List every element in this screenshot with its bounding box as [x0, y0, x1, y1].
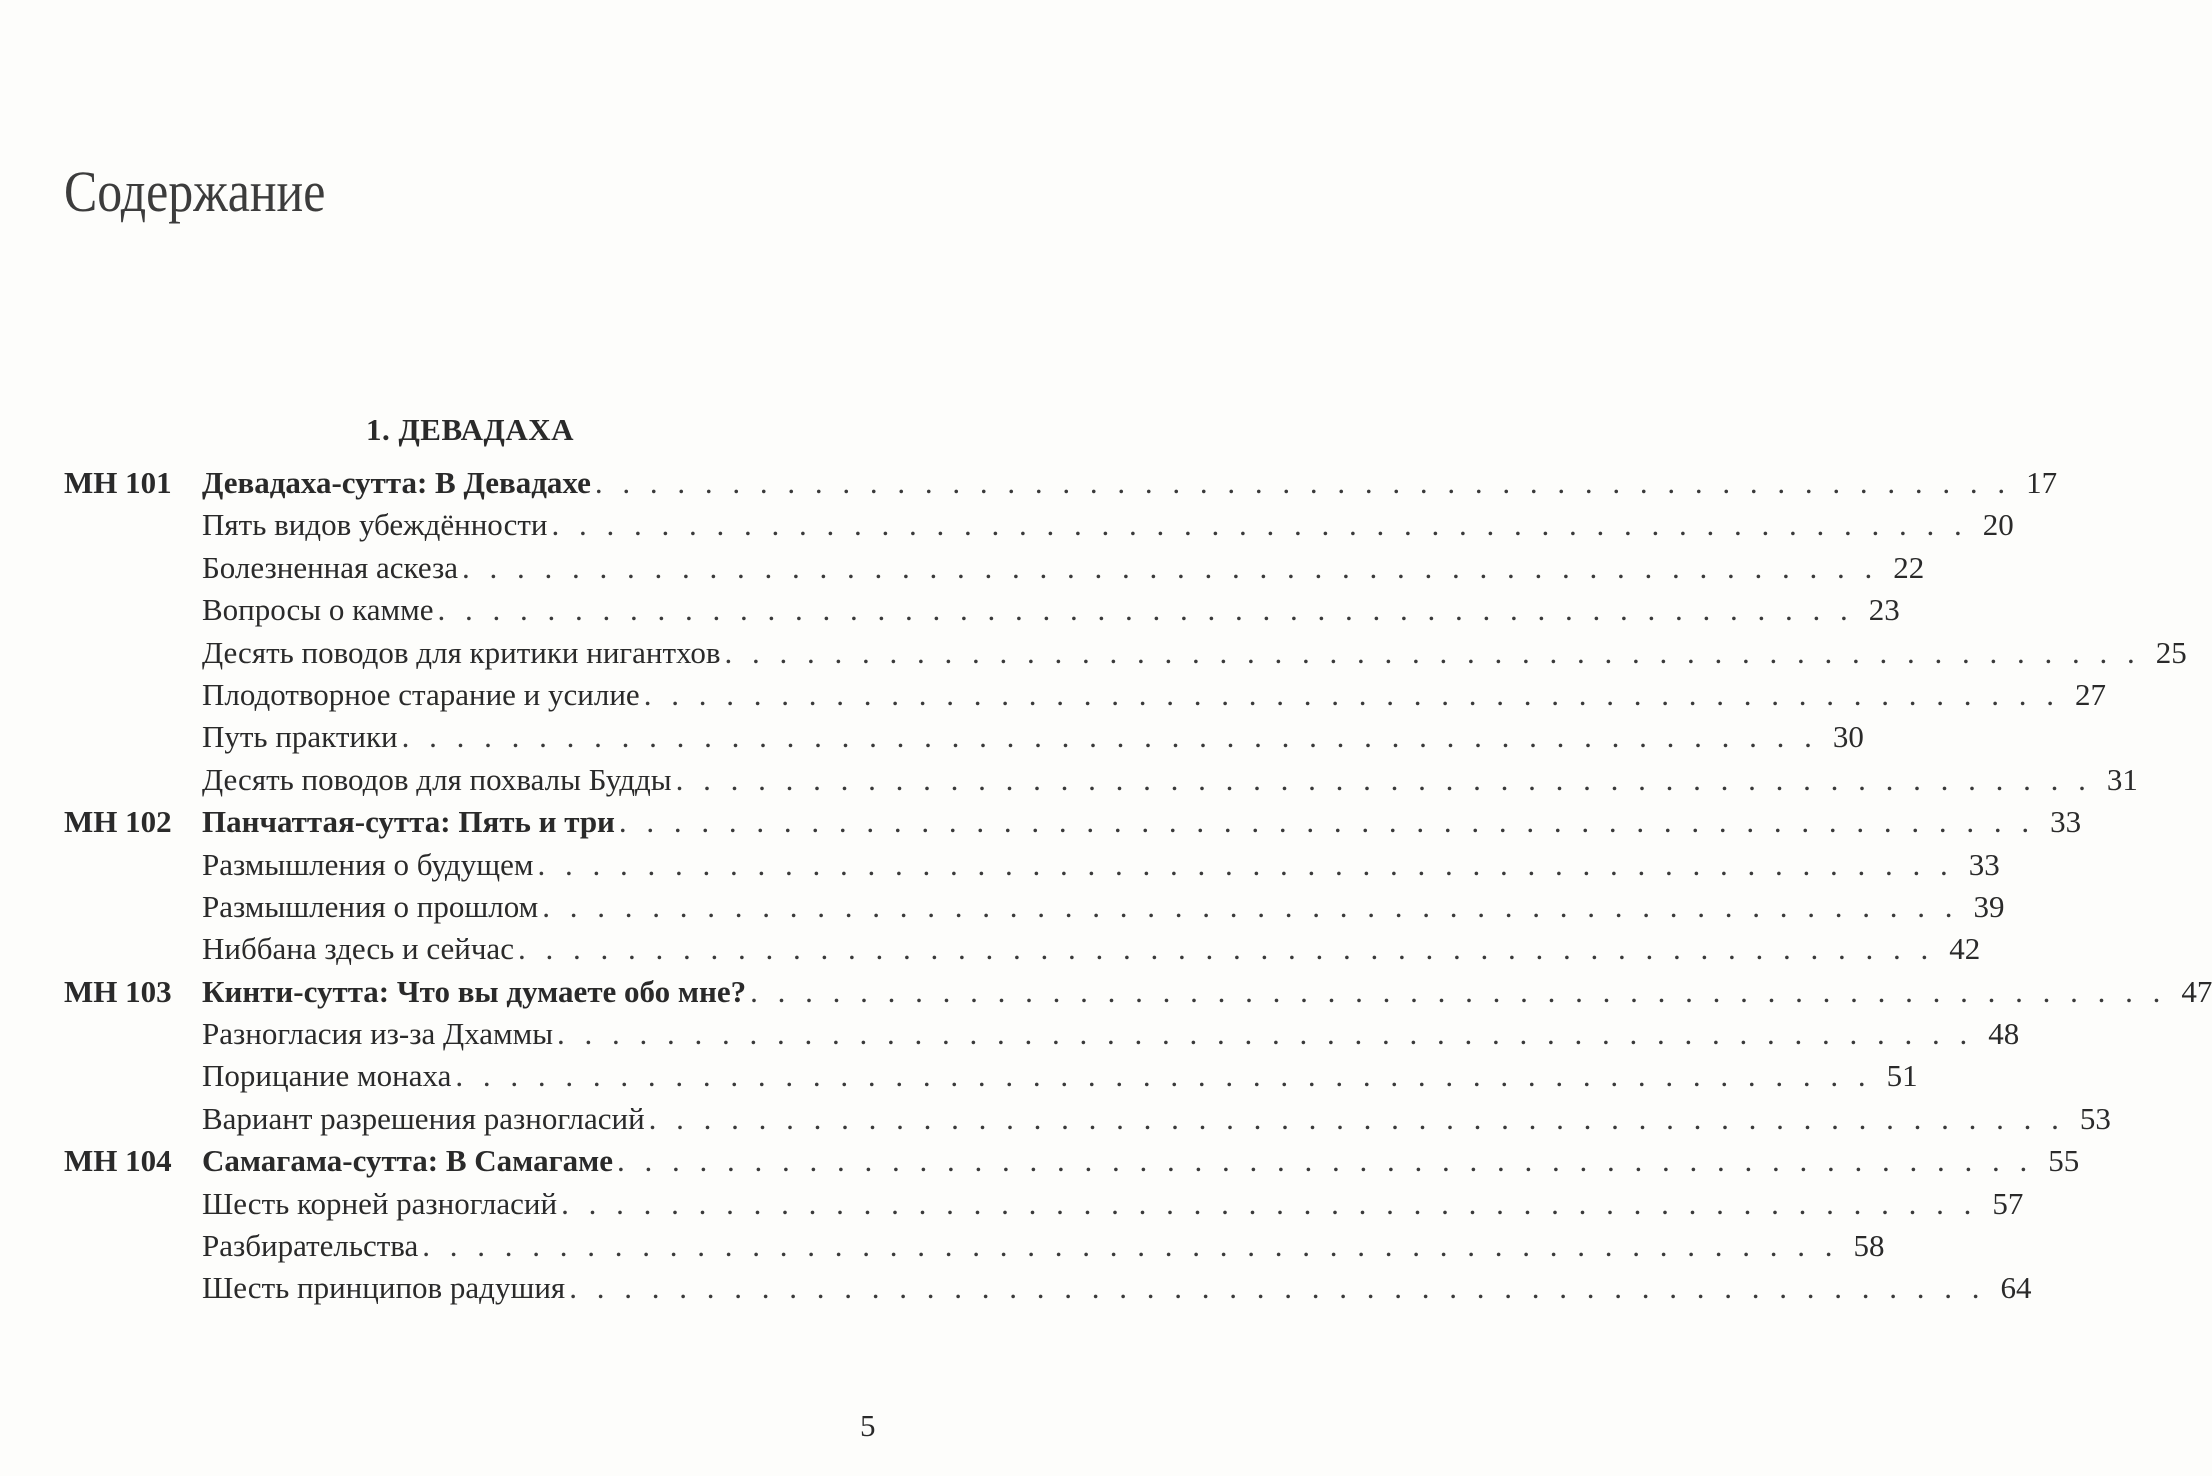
toc-entry-page: 20 — [1982, 507, 2014, 543]
toc-entry-title: Разбирательства — [202, 1228, 419, 1264]
toc-entry-code: МН 103 — [64, 973, 172, 1009]
toc-entry-page: 51 — [1886, 1058, 1918, 1094]
toc-entry-page: 22 — [1893, 549, 1925, 585]
toc-entry-page: 23 — [1868, 592, 1900, 628]
toc-entry-title: Плодотворное старание и усилие — [202, 676, 640, 712]
toc-entry-title: Вопросы о камме — [202, 592, 434, 628]
toc-entry-page: 42 — [1949, 931, 1981, 967]
toc-entry-page: 17 — [2026, 465, 2058, 500]
toc-entry-page: 39 — [1973, 888, 2005, 924]
toc-entry[interactable] — [64, 1098, 2111, 1140]
toc-entry-page: 58 — [1853, 1228, 1885, 1264]
dot-leader — [557, 1183, 1977, 1225]
toc-entry-page: 55 — [2048, 1143, 2080, 1179]
dot-leader — [672, 759, 2092, 801]
dot-leader — [458, 547, 1878, 589]
dot-leader — [418, 1225, 1838, 1267]
toc-entry-page: 31 — [2106, 761, 2138, 797]
toc-entry-title: Пять видов убеждённости — [202, 507, 548, 543]
toc-entry[interactable] — [64, 801, 2082, 843]
section-heading: 1. ДЕВАДАХА — [365, 412, 575, 447]
toc-entry-title: Порицание монаха — [202, 1058, 452, 1094]
toc-entry-title: Девадаха-сутта: В Девадахе — [202, 465, 591, 500]
toc-entry[interactable] — [64, 971, 2212, 1013]
dot-leader — [514, 928, 1934, 970]
dot-leader — [538, 886, 1958, 928]
toc-entry-code: МН 104 — [64, 1143, 172, 1179]
toc-entry[interactable] — [64, 759, 2138, 801]
dot-leader — [398, 716, 1818, 758]
toc-entry-title: Шесть принципов радушия — [202, 1270, 566, 1306]
toc-entry[interactable] — [64, 632, 2187, 674]
toc-entry-title: Кинти-сутта: Что вы думаете обо мне? — [202, 973, 747, 1009]
toc-entry-page: 64 — [2000, 1270, 2032, 1306]
toc-entry-page: 57 — [1992, 1185, 2024, 1221]
toc-entry[interactable] — [64, 1183, 2024, 1225]
toc-entry-page: 27 — [2074, 676, 2106, 712]
toc-entry-page: 25 — [2155, 634, 2187, 670]
toc-entry[interactable] — [64, 674, 2106, 716]
toc-entry[interactable] — [64, 1225, 1885, 1267]
table-of-contents — [64, 462, 2212, 1310]
toc-entry-title: Десять поводов для критики нигантхов — [202, 634, 721, 670]
dot-leader — [645, 1098, 2065, 1140]
toc-entry[interactable] — [64, 1140, 2080, 1182]
dot-leader — [640, 674, 2060, 716]
toc-entry[interactable] — [64, 844, 2000, 886]
dot-leader — [533, 844, 1953, 886]
toc-entry[interactable] — [64, 886, 2005, 928]
dot-leader — [565, 1267, 1985, 1309]
dot-leader — [746, 971, 2166, 1013]
toc-entry[interactable] — [64, 547, 1925, 589]
dot-leader — [720, 632, 2140, 674]
toc-entry-title: Болезненная аскеза — [202, 549, 458, 585]
toc-entry[interactable] — [64, 1013, 2020, 1055]
toc-entry-title: Размышления о прошлом — [202, 888, 539, 924]
toc-entry-page: 33 — [2050, 804, 2082, 840]
dot-leader — [553, 1013, 1973, 1055]
toc-entry-title: Панчаттая-сутта: Пять и три — [202, 804, 615, 840]
toc-entry-title: Десять поводов для похвалы Будды — [202, 761, 672, 797]
toc-entry-page: 53 — [2079, 1100, 2111, 1136]
dot-leader — [547, 504, 1967, 546]
toc-entry-title: Путь практики — [202, 719, 398, 755]
toc-entry[interactable] — [64, 504, 2014, 546]
toc-entry-title: Разногласия из-за Дхаммы — [202, 1016, 554, 1052]
toc-entry-title: Вариант разрешения разногласий — [202, 1100, 645, 1136]
dot-leader — [615, 801, 2035, 843]
toc-entry-title: Ниббана здесь и сейчас — [202, 931, 514, 967]
toc-entry-code: МН 102 — [64, 804, 172, 840]
dot-leader — [451, 1055, 1871, 1097]
toc-entry-page: 33 — [1968, 846, 2000, 882]
dot-leader — [433, 589, 1853, 631]
toc-entry-code: МН 101 — [64, 465, 172, 500]
toc-entry[interactable] — [64, 589, 1900, 631]
toc-entry-title: Шесть корней разногласий — [202, 1185, 558, 1221]
page-title: Содержание — [64, 159, 326, 224]
dot-leader — [591, 462, 2011, 504]
toc-entry[interactable] — [64, 716, 1864, 758]
dot-leader — [613, 1140, 2033, 1182]
page-number: 5 — [860, 1408, 876, 1443]
toc-entry[interactable] — [64, 1267, 2032, 1309]
toc-entry-page: 48 — [1988, 1016, 2020, 1052]
toc-entry[interactable] — [64, 1055, 1918, 1097]
toc-entry-title: Размышления о будущем — [202, 846, 534, 882]
toc-entry[interactable] — [64, 462, 2058, 504]
toc-entry-page: 47 — [2181, 973, 2212, 1009]
toc-entry-page: 30 — [1832, 719, 1864, 755]
toc-entry-title: Самагама-сутта: В Самагаме — [202, 1143, 614, 1179]
toc-entry[interactable] — [64, 928, 1981, 970]
